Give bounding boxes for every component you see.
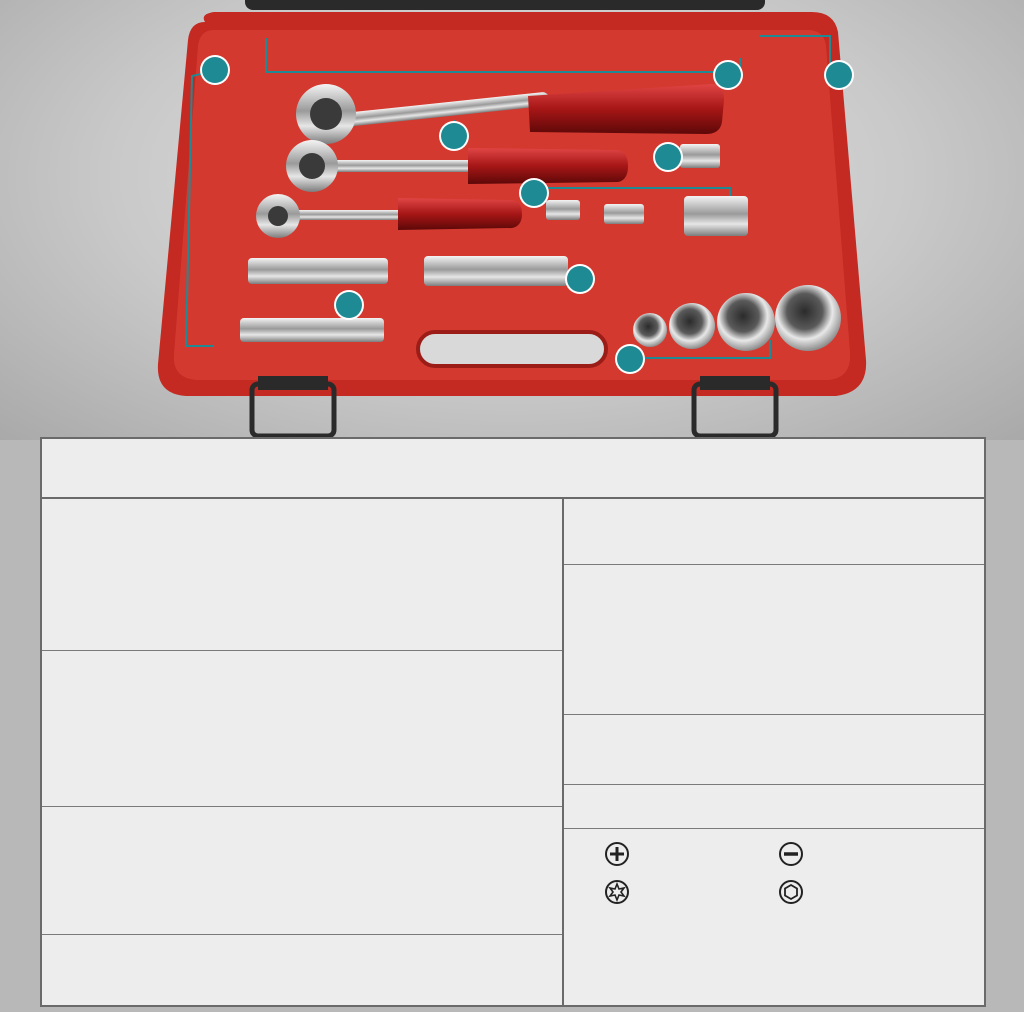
spec-title xyxy=(42,439,984,499)
case-lid xyxy=(245,0,765,10)
spec-item-6 xyxy=(564,565,984,715)
bit-adapter xyxy=(680,144,720,168)
phillips-icon xyxy=(604,841,630,867)
spec-item-9 xyxy=(564,829,984,1009)
bit-type-fd xyxy=(778,839,809,869)
spec-item-7 xyxy=(564,715,984,785)
product-photo xyxy=(0,0,1024,440)
latch-left xyxy=(252,376,334,436)
callout-badge-4 xyxy=(441,123,467,149)
spec-item-2 xyxy=(42,651,562,807)
callout-badge-6 xyxy=(617,346,643,372)
spec-item-5 xyxy=(564,499,984,565)
spec-item-8 xyxy=(564,785,984,829)
spec-item-1 xyxy=(42,499,562,651)
latch-right xyxy=(694,376,776,436)
bit-type-hex xyxy=(778,877,809,907)
callout-badge-8 xyxy=(655,144,681,170)
callout-badge-9 xyxy=(567,266,593,292)
callout-badge-5 xyxy=(521,180,547,206)
toolbox-case xyxy=(0,0,1024,440)
spec-column-left xyxy=(42,499,564,1005)
bit-type-ph xyxy=(604,839,635,869)
torx-icon xyxy=(604,879,630,905)
hex-icon xyxy=(778,879,804,905)
callout-badge-2 xyxy=(715,62,741,88)
callout-badge-3 xyxy=(826,62,852,88)
spec-item-3 xyxy=(42,807,562,935)
callout-badge-1 xyxy=(202,57,228,83)
callout-badge-7 xyxy=(336,292,362,318)
bit-types xyxy=(608,839,976,915)
flat-drive-icon xyxy=(778,841,804,867)
spec-column-right xyxy=(564,499,984,1005)
bit-type-tx xyxy=(604,877,635,907)
spec-table xyxy=(40,437,986,1007)
spec-item-4 xyxy=(42,935,562,1009)
case-handle xyxy=(418,332,606,366)
